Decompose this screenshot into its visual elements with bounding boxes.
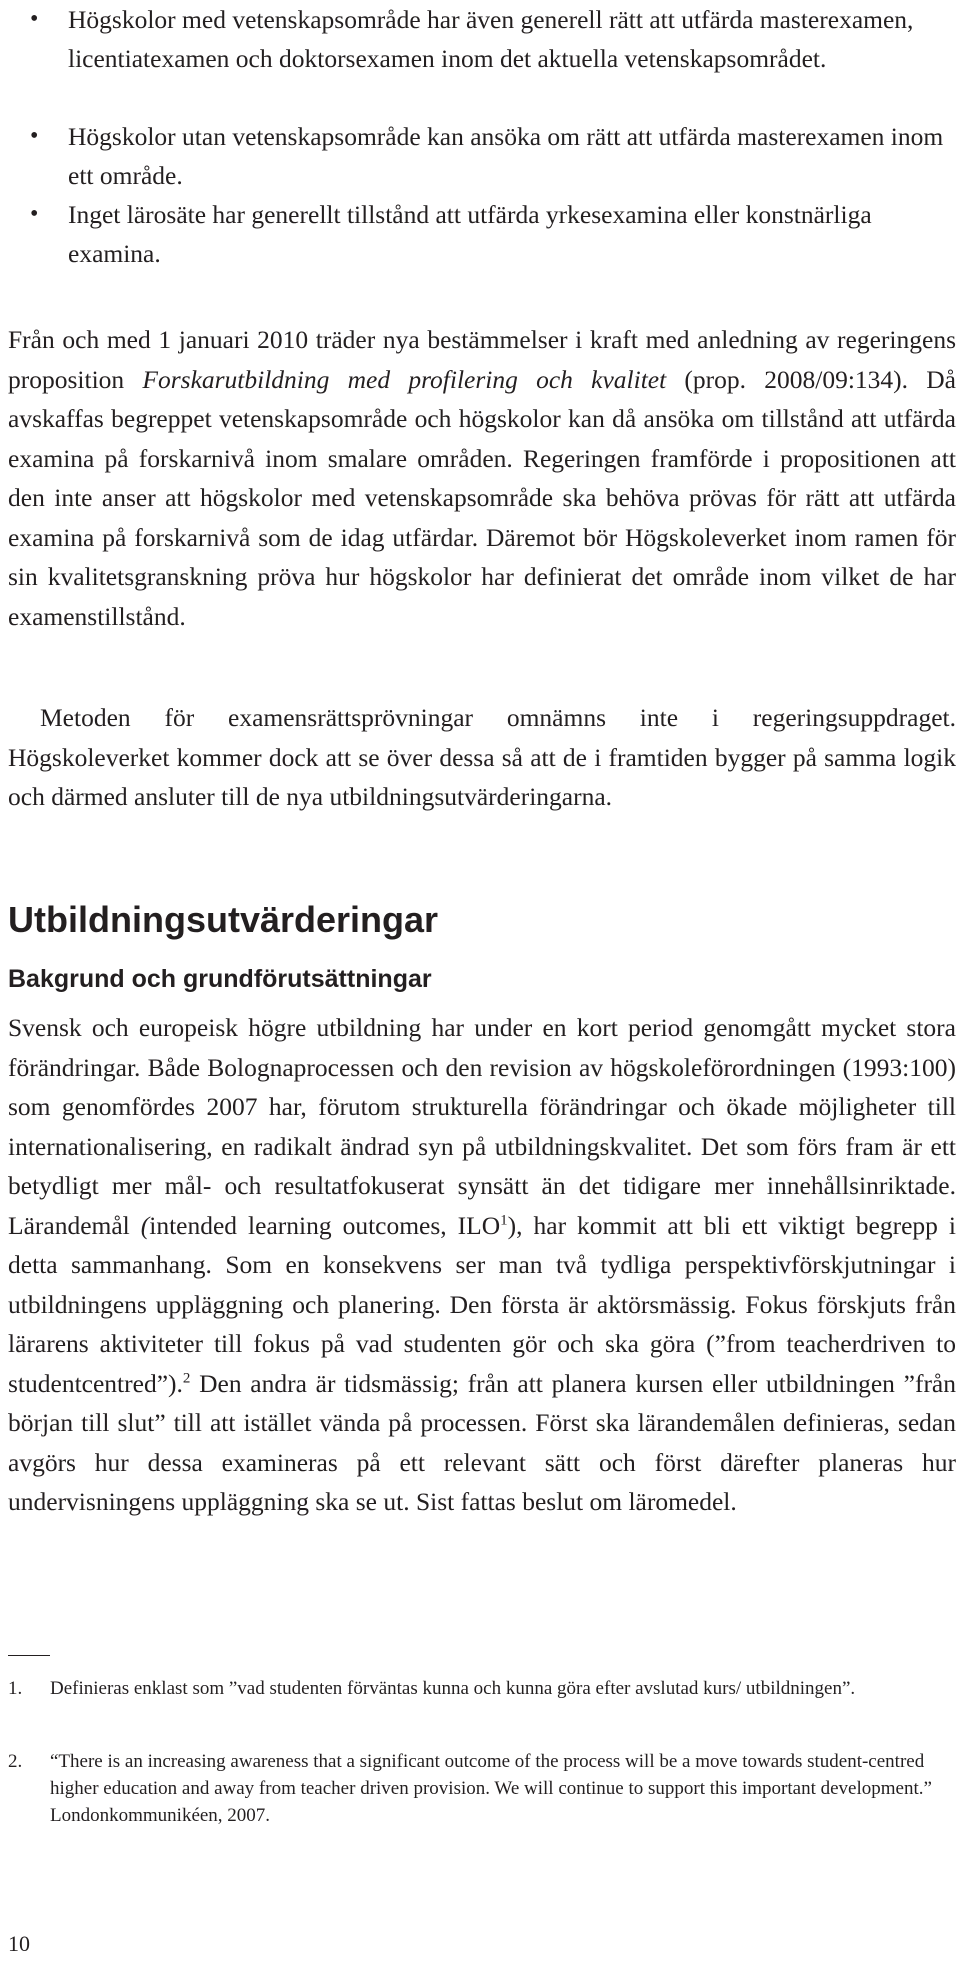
bullet-icon: • (30, 123, 39, 149)
body-paragraph: Från och med 1 januari 2010 träder nya bestämmelser i kraft med anledning av regeringens proposition Forskarutbildning med profilering och kvalitet (prop. 2008/09:134). Då avskaffas begreppet vetenskapsområde och högskolor kan då ansöka om tillstånd att utfärda examina på forskarnivå inom smalare områden. Regeringen framförde i propositionen att den inte anser att högskolor med vetenskapsområde ska behöva prövas för rätt att utfärda examina på forskarnivå som de idag utfärdar. Däremot bör Högskoleverket inom ramen för sin kvalitetsgranskning pröva hur högskolor har definierat det område inom vilket de har examenstillstånd. (8, 325, 956, 631)
body-paragraph: Svensk och europeisk högre utbildning har under en kort period genomgått mycket stora förändringar. Både Bolognaprocessen och den revision av högskoleförordningen (1993:100) som genomfördes 2007 har, förutom strukturella förändringar och ökade möjligheter till internationalisering, en radikalt ändrad syn på utbildningskvalitet. Det som förs fram är ett betydligt mer mål- och resultatfokuserat synsätt än det tidigare mer innehållsinriktade. Lärandemål (intended learning outcomes, ILO$^1$), har kommit att bli ett viktigt begrepp i detta sammanhang. Som en konsekvens ser man två tydliga perspektivförskjutningar i utbildningens uppläggning och planering. Den första är aktörsmässig. Fokus förskjuts från lärarens aktiviteter till fokus på vad studenten gör och ska göra (”from teacherdriven to studentcentred”).$^2$ Den andra är tidsmässig; från att planera kursen eller utbildningen ”från början till slut” till att istället vända på processen. Först ska lärandemålen definieras, sedan avgörs hur dessa examineras på ett relevant sätt och först därefter planeras hur undervisningens uppläggning ska se ut. Sist fattas beslut om läromedel. (8, 1013, 956, 1516)
footnote-ref[interactable]: 2 (182, 1370, 191, 1386)
footnote-number: 2. (8, 1751, 23, 1772)
footnote (8, 1748, 958, 1829)
bullet-text: Högskolor med vetenskapsområde har även generell rätt att utfärda masterexamen, licentiatexamen och doktorsexamen inom det aktuella vetenskapsområdet. (68, 5, 914, 73)
footnote-divider (8, 1655, 50, 1656)
footnote-text: Definieras enklast som ”vad studenten förväntas kunna och kunna göra efter avslutad kurs/ utbildningen”. (50, 1678, 856, 1699)
footnote-ref[interactable]: 1 (500, 1212, 508, 1228)
footnote-number: 1. (8, 1678, 23, 1699)
bullet-text: Inget lärosäte har generellt tillstånd att utfärda yrkesexamina eller konstnärliga examina. (68, 200, 872, 268)
section-heading: Utbildningsutvärderingar (8, 899, 439, 940)
body-paragraph: Metoden för examensrättsprövningar omnämns inte i regeringsuppdraget. Högskoleverket kommer dock att se över dessa så att de i framtiden bygger på samma logik och därmed ansluter till de nya utbildningsutvärderingarna. (8, 703, 956, 811)
bullet-icon: • (30, 6, 39, 32)
footnote-text: “There is an increasing awareness that a significant outcome of the process will be a move towards student-centred higher education and away from teacher driven provision. We will continue to support this important development.” Londonkommunikéen, 2007. (50, 1751, 932, 1826)
list-item (8, 195, 958, 273)
subsection-heading: Bakgrund och grundförutsättningar (8, 965, 432, 993)
footnote (8, 1675, 958, 1702)
page-number: 10 (8, 1931, 30, 1956)
bullet-text: Högskolor utan vetenskapsområde kan ansöka om rätt att utfärda masterexamen inom ett område. (68, 122, 944, 190)
list-item (8, 0, 958, 78)
bullet-icon: • (30, 201, 39, 227)
list-item (8, 117, 958, 195)
